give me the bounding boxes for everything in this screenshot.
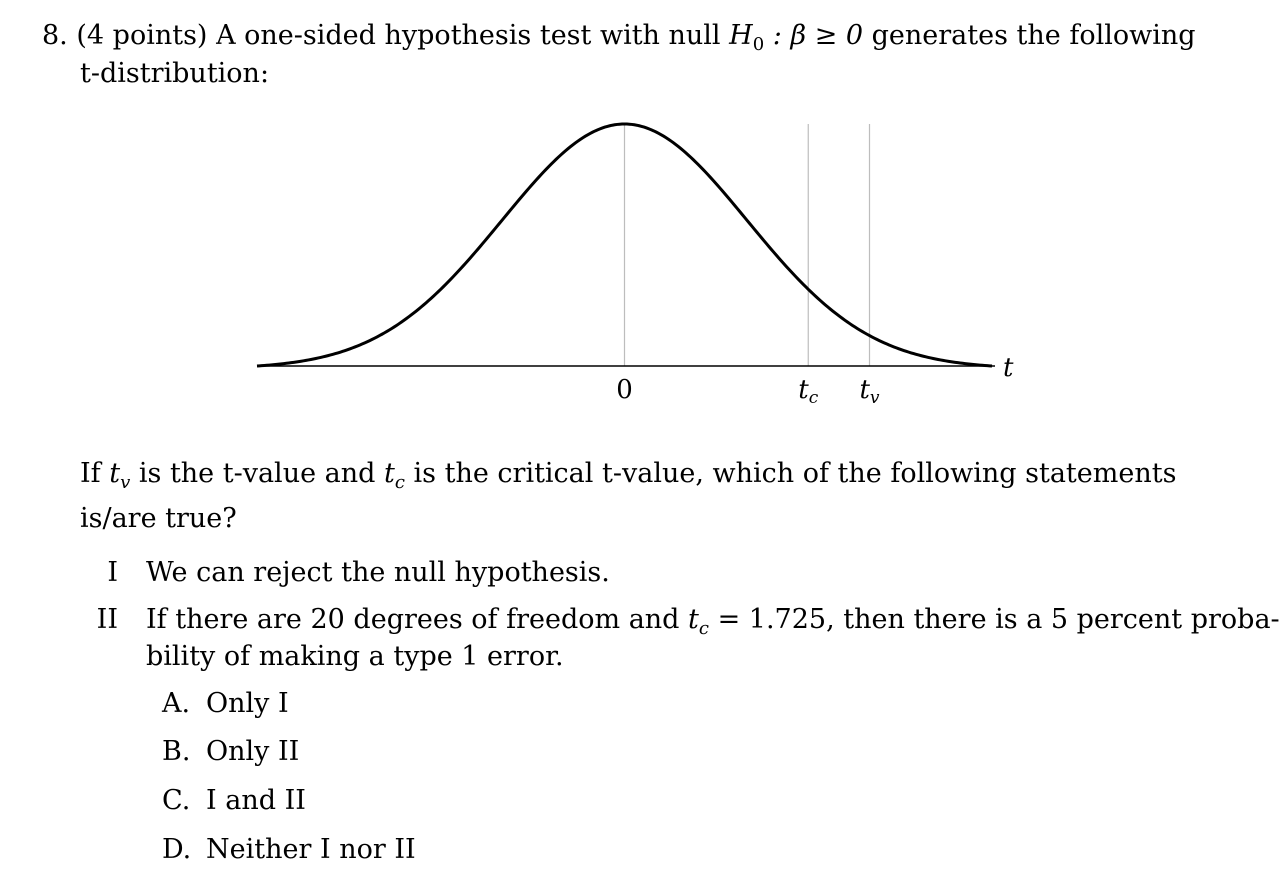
statement-2-line-2: bility of making a type 1 error.: [146, 641, 564, 672]
tc-symbol: t: [384, 458, 395, 489]
tick-label-tc: tc: [798, 375, 819, 408]
tick-label-zero: 0: [616, 375, 633, 405]
option-a-text: Only I: [206, 688, 289, 719]
option-b-text: Only II: [206, 736, 300, 767]
option-a-letter: A.: [162, 688, 191, 719]
tv-symbol: t: [109, 458, 121, 489]
option-a[interactable]: [162, 686, 289, 722]
statement-1-text: We can reject the null hypothesis.: [146, 557, 610, 588]
option-b[interactable]: [162, 734, 299, 770]
question-points: (4 points): [76, 20, 208, 51]
option-c-text: I and II: [206, 785, 306, 816]
option-c[interactable]: [162, 783, 306, 819]
tick-label-tv: tv: [859, 375, 880, 408]
tc-subscript: c: [394, 472, 405, 493]
question-line-2: t-distribution:: [80, 58, 270, 89]
option-d[interactable]: [162, 832, 416, 868]
null-hypothesis-condition: : β ≥ 0: [772, 20, 864, 51]
statement-2-number: II: [96, 604, 118, 635]
option-b-letter: B.: [162, 736, 191, 767]
question-text-after: generates the following: [871, 20, 1196, 51]
t-distribution-chart: [0, 0, 1281, 440]
null-hypothesis-symbol: H: [729, 20, 753, 51]
option-c-letter: C.: [162, 785, 191, 816]
statement-2-t-symbol: t: [688, 604, 699, 635]
prompt-text-1: If: [80, 458, 110, 489]
statement-2-t-subscript: c: [698, 618, 709, 639]
prompt-paragraph: [80, 456, 1200, 537]
question-text-before: A one-sided hypothesis test with null: [216, 20, 721, 51]
option-d-letter: D.: [162, 834, 192, 865]
tv-subscript: v: [120, 472, 131, 493]
statement-2-text-b: = 1.725, then there is a 5 percent proba-: [709, 604, 1280, 635]
x-axis-label: t: [1003, 353, 1014, 383]
statement-2-text-a: If there are 20 degrees of freedom and: [146, 604, 689, 635]
question-number: 8.: [42, 20, 68, 51]
prompt-text-3: is the critical t-value, which of the following statements is/are true?: [80, 458, 1177, 534]
null-hypothesis-subscript: 0: [752, 34, 765, 55]
prompt-text-2: is the t-value and: [130, 458, 384, 489]
option-d-text: Neither I nor II: [206, 834, 416, 865]
statement-1-number: I: [107, 557, 118, 588]
